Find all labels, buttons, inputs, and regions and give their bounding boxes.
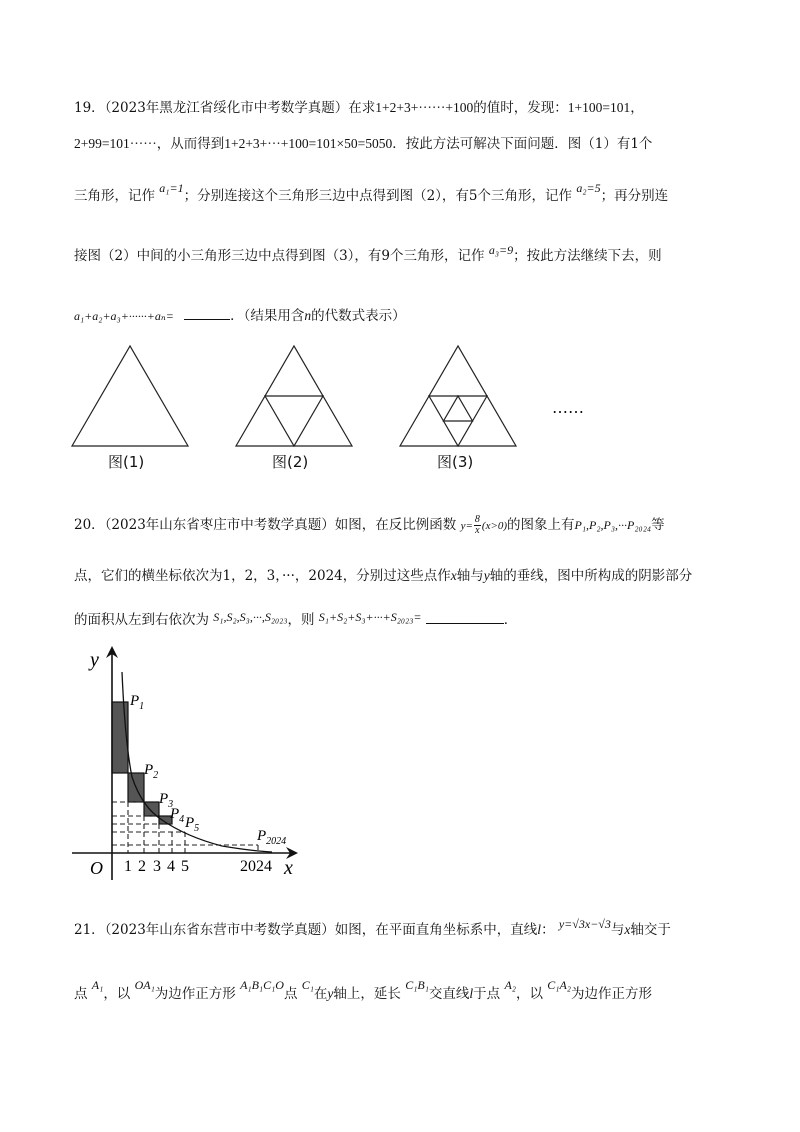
tick-2024: 2024: [240, 858, 272, 875]
q20-number: 20．: [74, 517, 105, 533]
q20-y: y: [483, 568, 490, 583]
q19-line-2: [74, 134, 652, 154]
q19-text: ；分别连接这个三角形三边中点得到图（2），有5个三角形，记作: [183, 188, 573, 204]
q19-text: ；再分别连: [600, 188, 669, 204]
q19-answer-blank[interactable]: [184, 307, 230, 320]
q21-text: 与: [610, 922, 625, 938]
q19-text: 接图（2）中间的小三角形三边中点得到图（3），有9个三角形，记作: [74, 248, 485, 264]
q19-figures: [60, 338, 680, 478]
q20-func-y: y=: [460, 520, 473, 532]
point-p4-label: $P_4$: [170, 806, 185, 825]
q20-text: 轴与: [456, 568, 484, 584]
q21-x: x: [624, 922, 631, 937]
q20-line-1: [74, 515, 665, 536]
q21-text: 交直线: [428, 986, 470, 1002]
q21-line-1: [74, 917, 671, 940]
q19-eq-1: 1+100=101: [567, 100, 631, 115]
q21-text: 为边作正方形: [154, 986, 236, 1002]
point-p3-label: $P_3$: [159, 791, 174, 810]
x-axis-label: x: [284, 857, 293, 879]
q21-text: 如图，在平面直角坐标系中，直线: [334, 922, 538, 938]
tick-4: 4: [167, 858, 175, 875]
q21-text: 点: [74, 986, 88, 1002]
q21-source: （2023年山东省东营市中考数学真题）: [104, 922, 335, 938]
triangle-figure-1: [72, 346, 188, 446]
q20-text: 的图象上有: [507, 517, 575, 533]
origin-label: O: [90, 858, 103, 878]
q19-number: 19．: [74, 100, 105, 116]
q21-line-equation: y=√3x−√3: [558, 917, 611, 931]
tick-5: 5: [181, 858, 189, 875]
q19-a2: a₂=5: [576, 181, 601, 195]
q19-n: n: [304, 308, 312, 323]
point-p2-label: $P_2$: [144, 762, 159, 781]
q19-line-5: [74, 306, 406, 326]
q21-text: 于点: [473, 986, 501, 1002]
triangle-figure-2: [236, 346, 352, 446]
q20-x: x: [450, 568, 457, 583]
q19-line-4: [74, 243, 662, 266]
q20-text: 轴的垂线，图中所构成的阴影部分: [489, 568, 693, 584]
q19-text: 的值时，发现：: [473, 100, 568, 116]
triangle-figure-3: [400, 346, 516, 446]
q21-text: 点: [283, 986, 298, 1002]
point-p5-label: $P_5$: [185, 815, 200, 834]
q21-text: 轴上，延长: [333, 986, 401, 1002]
q19-eq-3: 1+2+3+···+100=101×50=5050: [224, 136, 393, 151]
q20-text: 的面积从左到右依次为: [74, 612, 209, 628]
q20-graph: [62, 642, 322, 887]
q21-text: 在: [313, 986, 328, 1002]
q19-a3: a₃=9: [488, 243, 514, 257]
tick-2: 2: [138, 858, 146, 875]
q19-source: （2023年黑龙江省绥化市中考数学真题）: [104, 100, 349, 116]
q20-text: 等: [651, 517, 665, 533]
q19-text: 在求: [348, 100, 376, 116]
q21-c1: C₁: [301, 978, 314, 992]
q20-text: 点，它们的横坐标依次为1，2，3，···，2024，分别过这些点作: [74, 568, 451, 584]
q21-text: 轴交于: [630, 922, 671, 938]
q21-line-l: l: [537, 922, 542, 937]
q21-square-1: A₁B₁C₁O: [240, 978, 284, 992]
tick-3: 3: [153, 858, 161, 875]
fraction-numerator: 8: [474, 514, 480, 525]
q19-line-3: [74, 181, 669, 206]
q21-line-l: l: [469, 986, 474, 1001]
q19-text: ；按此方法继续下去，则: [513, 248, 662, 264]
figure-ellipsis: ……: [552, 398, 584, 417]
q21-text: ，以: [515, 986, 543, 1002]
q20-line-2: [74, 566, 692, 586]
q21-line-2: [74, 978, 652, 1004]
q20-func-condition: (x>0): [481, 520, 508, 532]
q21-y: y: [327, 986, 334, 1001]
q19-eq-2: 2+99=101······: [74, 136, 157, 151]
q20-line-3: [74, 610, 517, 630]
q19-text: ．（结果用含: [230, 308, 305, 324]
caption-figure-2: 图(2): [272, 453, 309, 471]
q20-points: P₁,P₂,P₃,···P₂₀₂₄: [574, 518, 652, 532]
q21-c1a2: C₁A₂: [547, 978, 571, 992]
q19-text: 的代数式表示）: [311, 308, 406, 324]
q20-source: （2023年山东省枣庄市中考数学真题）: [104, 517, 335, 533]
q21-number: 21．: [74, 922, 105, 938]
q21-c1b1: C₁B₁: [405, 978, 429, 992]
q20-func-fraction: [474, 515, 481, 536]
q19-a1: a₁=1: [159, 181, 184, 195]
q19-text: ．按此方法可解决下面问题．图（1）有1个: [392, 136, 653, 152]
fraction-denominator: x: [475, 525, 480, 536]
q20-answer-blank[interactable]: [426, 611, 504, 624]
q21-text: ，以: [103, 986, 131, 1002]
point-p1-label: $P_1$: [130, 693, 145, 712]
q21-oa1: OA₁: [134, 978, 155, 992]
q21-a2: A₂: [504, 978, 516, 992]
q20-text: ，则: [287, 612, 315, 628]
q20-text: 如图，在反比例函数: [334, 517, 457, 533]
q20-text: ．: [503, 612, 518, 628]
q19-line-1: [74, 98, 644, 118]
q19-sum-expression: 1+2+3+······+100: [375, 100, 474, 115]
tick-1: 1: [124, 858, 132, 875]
q21-text: 为边作正方形: [570, 986, 652, 1002]
y-axis-label: y: [90, 649, 99, 671]
q20-areas: S₁,S₂,S₃,···,S₂₀₂₃: [213, 610, 288, 624]
caption-figure-3: 图(3): [437, 453, 474, 471]
point-p2024-label: $P_{2024}$: [257, 828, 287, 847]
q19-sum-an: a₁+a₂+a₃+······+aₙ=: [74, 309, 174, 323]
q19-text: 三角形，记作: [74, 188, 155, 204]
q21-text: ：: [541, 922, 555, 938]
q19-text: ，从而得到: [156, 136, 225, 152]
shaded-s1: [112, 702, 128, 773]
q21-a1: A₁: [91, 978, 104, 992]
q19-text: ，: [630, 100, 644, 116]
q20-area-sum: S₁+S₂+S₃+···+S₂₀₂₃=: [318, 610, 422, 624]
caption-figure-1: 图(1): [108, 453, 145, 471]
axes: [72, 654, 290, 880]
